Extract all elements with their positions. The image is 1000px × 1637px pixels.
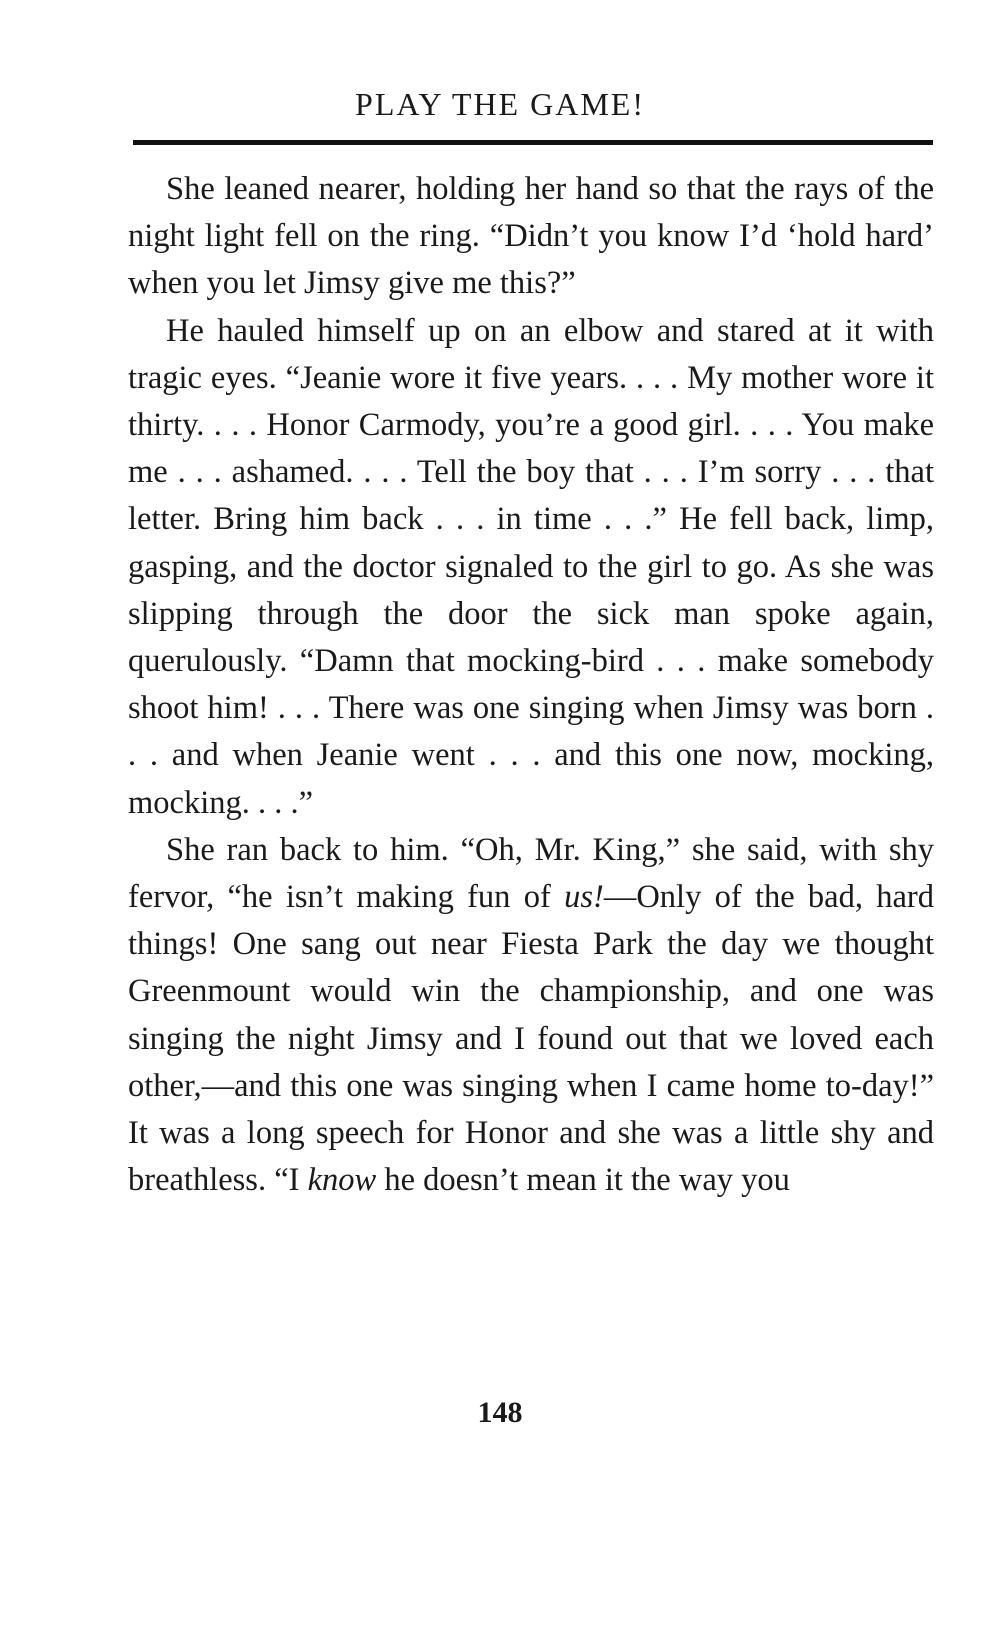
emphasis-know: know [307,1162,377,1199]
header-rule [133,140,933,145]
page-number: 148 [477,1396,523,1429]
paragraph-2: He hauled himself up on an elbow and stared at it with tragic eyes. “Jeanie wore it five years. . . . My mother wore it thirty. . . . Honor Carmody, you’re a good girl. . . . You make me . . . ashamed. . . . Tell the boy that . . . I’m sorry . . . that letter. Bring him back . . . in time . . .” He fell back, limp, gasping, and the doctor signaled to the girl to go. As she was slipping through the door the sick man spoke again, querulously. “Damn that mocking-bird . . . make somebody shoot him! . . . There was one singing when Jimsy was born . . . and when Jeanie went . . . and this one now, mocking, mocking. . . .” [128,312,934,821]
emphasis-us: us! [564,879,604,916]
paragraph-3-text-a: She ran back to him. “Oh, Mr. King,” she said, with shy fervor, “he isn’t making fun of [128,831,934,916]
paragraph-1: She leaned nearer, holding her hand so that the rays of the night light fell on the ring. “Didn’t you know I’d ‘hold hard’ when you let Jimsy give me this?” [128,171,934,302]
running-head: PLAY THE GAME! [355,86,645,122]
paragraph-3 [128,827,934,1205]
body-text [128,166,934,1204]
paragraph-3-text-b: —Only of the bad, hard things! One sang out near Fiesta Park the day we thought Greenmount would win the championship, and one was singing the night Jimsy and I found out that we loved each other,—and this one was singing when I came home to-day!” It was a long speech for Honor and she was a little shy and breathless. “I [128,879,935,1199]
paragraph-3-text-c: he doesn’t mean it the way you [376,1162,790,1199]
